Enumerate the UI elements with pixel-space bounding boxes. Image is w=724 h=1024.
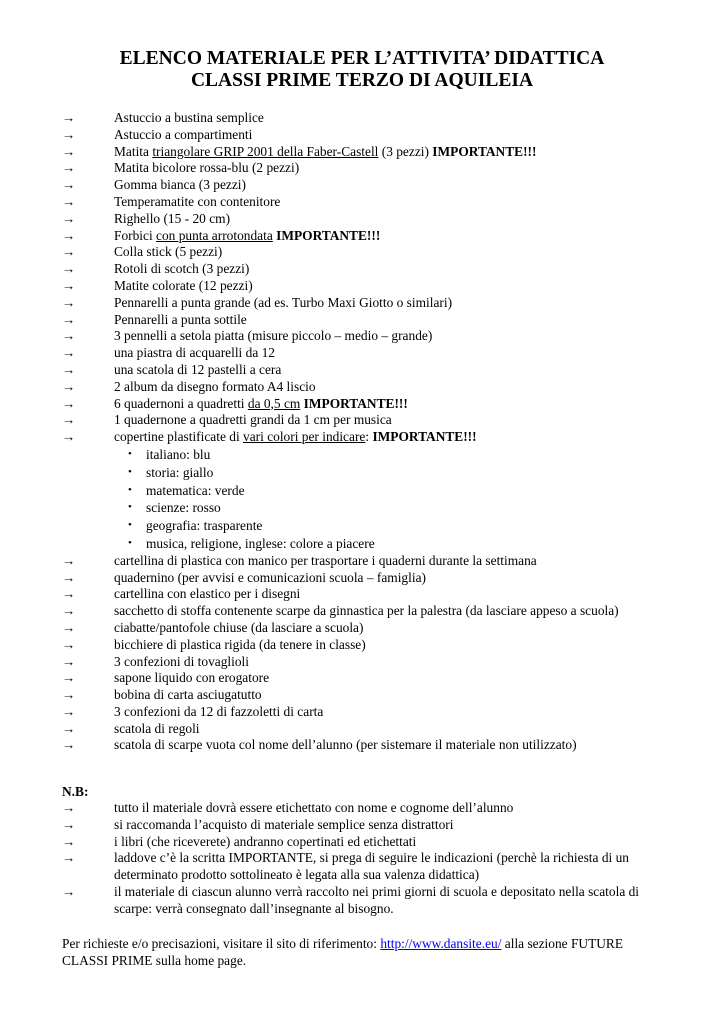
list-item: → una piastra di acquarelli da 12 (62, 345, 275, 361)
arrow-icon: → (62, 720, 76, 736)
color-item: • musica, religione, inglese: colore a piacere (128, 535, 375, 551)
arrow-icon: → (62, 412, 76, 428)
arrow-icon: → (62, 883, 76, 899)
arrow-icon: → (62, 110, 76, 125)
nb-item: → laddove c’è la scritta IMPORTANTE, si prega di seguire le indicazioni (perchè la richiesta di un determinato prodotto sottolineato è legata alla sua valenza didattica) (62, 850, 629, 883)
arrow-icon: → (62, 800, 76, 815)
list-item: → cartellina di plastica con manico per trasportare i quaderni durante la settimana (62, 552, 537, 568)
list-item: → 3 confezioni di tovaglioli (62, 653, 249, 669)
list-item: → Matite colorate (12 pezzi) (62, 277, 253, 293)
site-link[interactable]: http://www.dansite.eu/ (380, 936, 502, 951)
arrow-icon: → (62, 160, 76, 176)
list-item: → sapone liquido con erogatore (62, 670, 270, 686)
list-item: → 1 quadernone a quadretti grandi da 1 cm per musica (62, 412, 392, 428)
list-item: → cartellina con elastico per i disegni (62, 586, 301, 602)
list-item: → Matita bicolore rossa-blu (2 pezzi) (62, 160, 300, 176)
arrow-icon: → (62, 261, 76, 277)
color-item: • italiano: blu (128, 446, 211, 462)
arrow-icon: → (62, 210, 76, 226)
arrow-icon: → (62, 552, 76, 568)
arrow-icon: → (62, 227, 76, 243)
arrow-icon: → (62, 193, 76, 209)
important-label: IMPORTANTE!!! (272, 227, 381, 243)
list-item: → ciabatte/pantofole chiuse (da lasciare a scuola) (62, 619, 364, 635)
nb-item: → si raccomanda l’acquisto di materiale semplice senza distrattori (62, 816, 454, 832)
list-item-matita: → Matita triangolare GRIP 2001 della Faber-Castell (3 pezzi) IMPORTANTE!!! (62, 143, 537, 159)
arrow-icon: → (62, 619, 76, 635)
arrow-icon: → (62, 328, 76, 344)
bullet-icon: • (128, 501, 132, 514)
arrow-icon: → (62, 737, 76, 753)
list-item: → bobina di carta asciugatutto (62, 687, 262, 703)
list-item-quadernoni: → 6 quadernoni a quadretti da 0,5 cm IMPORTANTE!!! (62, 395, 408, 411)
arrow-icon: → (62, 177, 76, 193)
list-item: → quadernino (per avvisi e comunicazioni scuola – famiglia) (62, 569, 426, 585)
bullet-icon: • (128, 465, 132, 478)
arrow-icon: → (62, 361, 76, 377)
color-item: • matematica: verde (128, 482, 245, 498)
nb-item: → tutto il materiale dovrà essere etichettato con nome e cognome dell’alunno (62, 800, 514, 815)
document-title (0, 48, 724, 92)
arrow-icon: → (62, 653, 76, 669)
list-item: → Astuccio a compartimenti (62, 126, 253, 142)
list-item: → 3 confezioni da 12 di fazzoletti di carta (62, 703, 324, 719)
arrow-icon: → (62, 294, 76, 310)
list-item: → Pennarelli a punta grande (ad es. Turbo Maxi Giotto o similari) (62, 294, 453, 310)
nb-heading: N.B: (62, 784, 89, 799)
nb-list (62, 800, 658, 918)
title-line-2: CLASSI PRIME TERZO DI AQUILEIA (190, 70, 534, 91)
list-item: → una scatola di 12 pastelli a cera (62, 361, 282, 377)
bullet-icon: • (128, 519, 132, 532)
arrow-icon: → (62, 687, 76, 703)
arrow-icon: → (62, 143, 76, 159)
footer-note: Per richieste e/o precisazioni, visitare il sito di riferimento: http://www.dansite.eu/ alla sezione FUTURE CLASSI PRIME sulla home page. (62, 936, 624, 968)
arrow-icon: → (62, 277, 76, 293)
color-item: • scienze: rosso (128, 500, 221, 516)
list-item: → bicchiere di plastica rigida (da tenere in classe) (62, 636, 366, 652)
arrow-icon: → (62, 311, 76, 327)
arrow-icon: → (62, 850, 76, 866)
list-item: → Gomma bianca (3 pezzi) (62, 177, 246, 193)
color-item: • geografia: trasparente (128, 518, 263, 534)
list-item-forbici: → Forbici con punta arrotondata IMPORTANTE!!! (62, 227, 381, 243)
list-item: → 3 pennelli a setola piatta (misure piccolo – medio – grande) (62, 328, 433, 344)
arrow-icon: → (62, 569, 76, 585)
arrow-icon: → (62, 345, 76, 361)
list-item: → scatola di regoli (62, 720, 200, 736)
arrow-icon: → (62, 395, 76, 411)
arrow-icon: → (62, 126, 76, 142)
important-label: IMPORTANTE!!! (432, 143, 537, 159)
title-line-1: ELENCO MATERIALE PER L’ATTIVITA’ DIDATTICA (119, 48, 605, 69)
materials-list (62, 110, 692, 754)
bullet-icon: • (128, 536, 132, 549)
list-item: → Temperamatite con contenitore (62, 193, 281, 209)
arrow-icon: → (62, 586, 76, 602)
arrow-icon: → (62, 378, 76, 394)
list-item: → Rotoli di scotch (3 pezzi) (62, 261, 250, 277)
arrow-icon: → (62, 670, 76, 686)
list-item: → 2 album da disegno formato A4 liscio (62, 378, 316, 394)
arrow-icon: → (62, 636, 76, 652)
list-item: → Colla stick (5 pezzi) (62, 244, 223, 260)
important-label: IMPORTANTE!!! (300, 395, 408, 411)
arrow-icon: → (62, 816, 76, 832)
list-item-copertine: → copertine plastificate di vari colori per indicare: IMPORTANTE!!! (62, 429, 477, 445)
arrow-icon: → (62, 703, 76, 719)
nb-item: → i libri (che riceverete) andranno copertinati ed etichettati (62, 833, 417, 849)
list-item: → sacchetto di stoffa contenente scarpe da ginnastica per la palestra (da lasciare appeso a scuola) (62, 603, 619, 619)
bullet-icon: • (128, 447, 132, 460)
color-item: • storia: giallo (128, 464, 214, 480)
list-item: → Astuccio a bustina semplice (62, 110, 264, 125)
arrow-icon: → (62, 603, 76, 619)
bullet-icon: • (128, 483, 132, 496)
arrow-icon: → (62, 833, 76, 849)
list-item: → Righello (15 - 20 cm) (62, 210, 231, 226)
list-item: → scatola di scarpe vuota col nome dell’alunno (per sistemare il materiale non utilizzato) (62, 737, 577, 753)
nb-item: → il materiale di ciascun alunno verrà raccolto nei primi giorni di scuola e depositato nella scatola di scarpe: verrà consegnato dall’insegnante al bisogno. (62, 883, 640, 916)
list-item: → Pennarelli a punta sottile (62, 311, 247, 327)
arrow-icon: → (62, 244, 76, 260)
arrow-icon: → (62, 429, 76, 445)
important-label: IMPORTANTE!!! (372, 429, 477, 445)
color-list (62, 446, 692, 553)
